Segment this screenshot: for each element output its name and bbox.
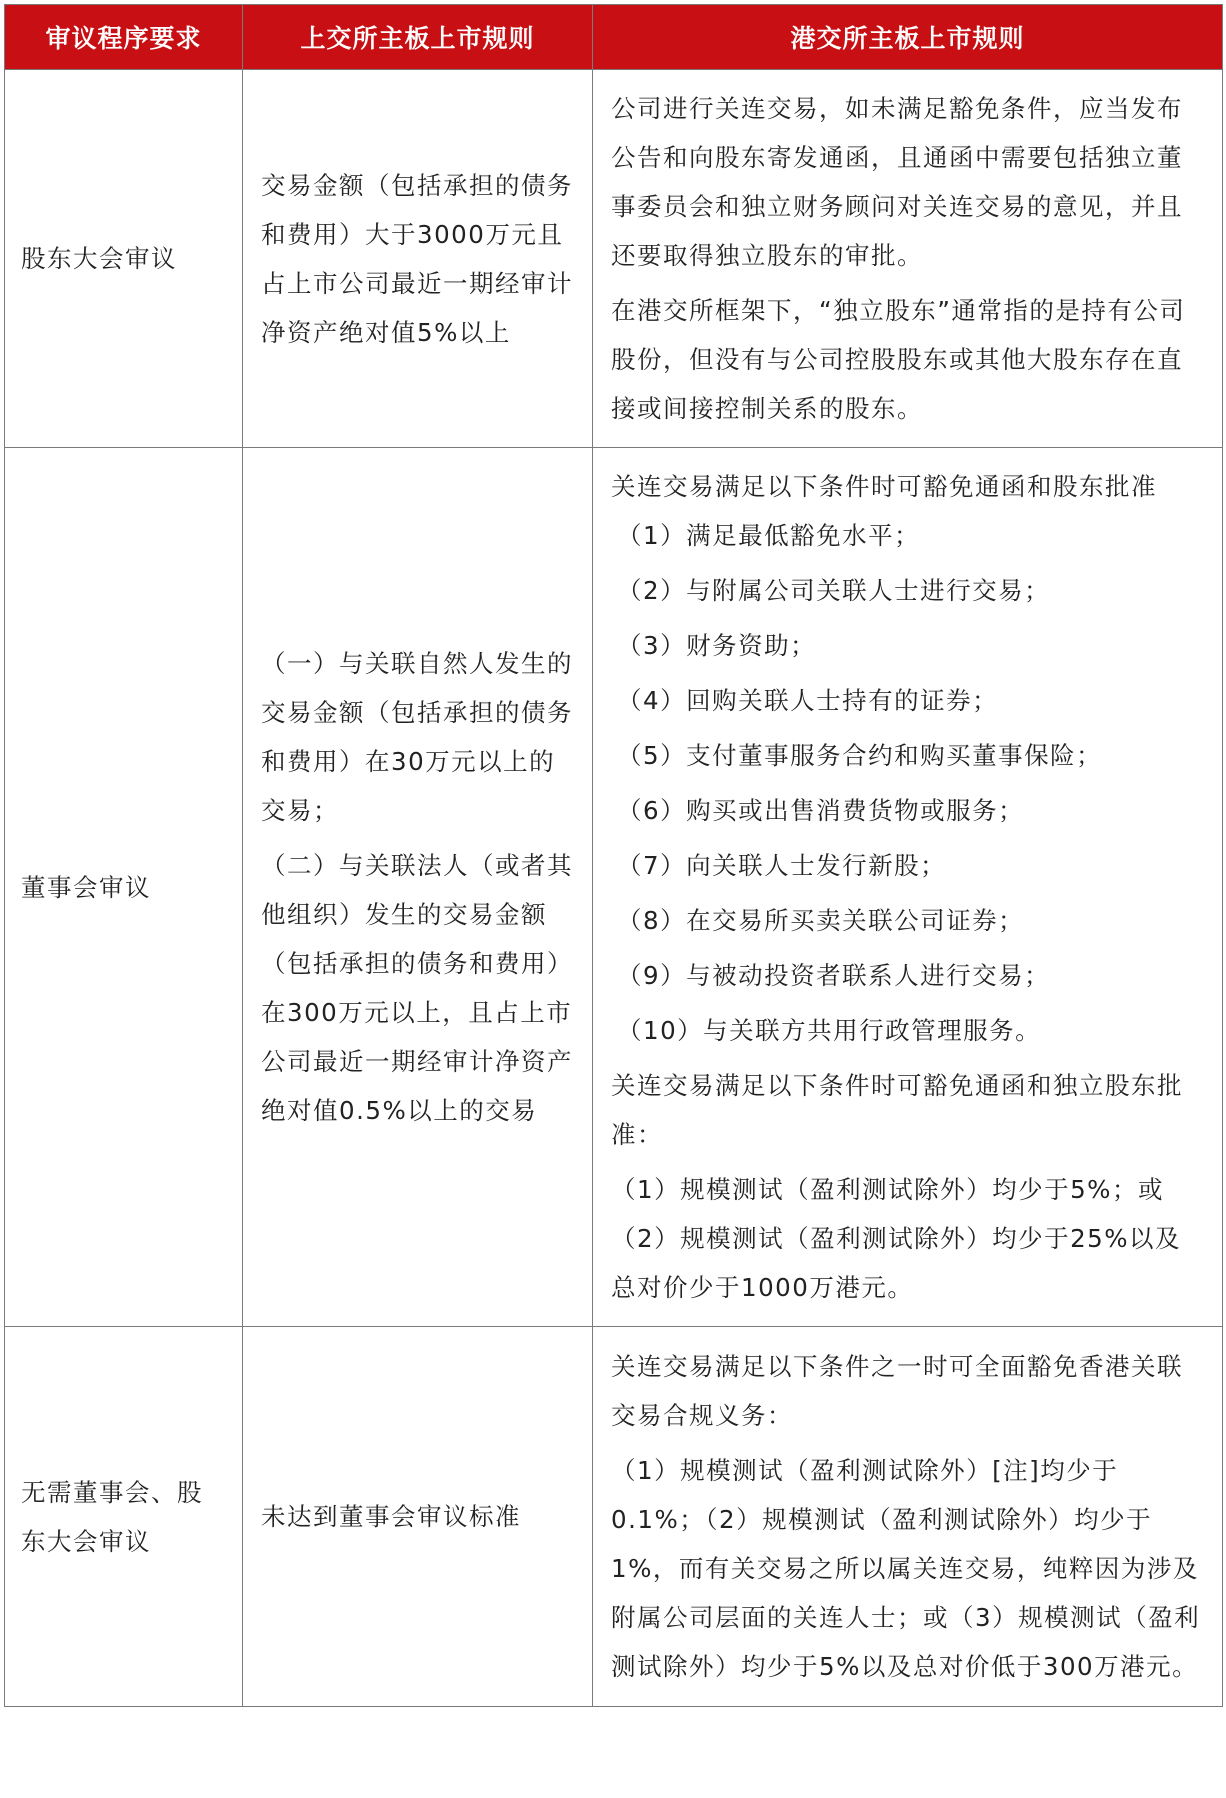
row-label: 股东大会审议: [5, 70, 243, 448]
hkex-intro: 关连交易满足以下条件时可豁免通函和股东批准: [611, 472, 1157, 501]
list-item: （3）财务资助；: [617, 631, 817, 660]
header-hkex-rules: 港交所主板上市规则: [593, 5, 1223, 70]
sse-text: （一）与关联自然人发生的交易金额（包括承担的债务和费用）在30万元以上的交易；: [261, 649, 573, 825]
sse-cell: [243, 70, 593, 448]
hkex-cell: [593, 1327, 1223, 1707]
hkex-cell: [593, 448, 1223, 1327]
hkex-paragraph: 在港交所框架下，“独立股东”通常指的是持有公司股份，但没有与公司控股股东或其他大股东存在直接或间接控制关系的股东。: [611, 296, 1186, 423]
exemption-list: [611, 511, 1204, 1055]
table-row: [5, 448, 1223, 1327]
comparison-table: [4, 4, 1223, 1707]
header-review-procedure: 审议程序要求: [5, 5, 243, 70]
sse-cell: [243, 448, 593, 1327]
list-item: （1）满足最低豁免水平；: [617, 521, 921, 550]
list-item: （7）向关联人士发行新股；: [617, 851, 947, 880]
sse-cell: [243, 1327, 593, 1707]
row-label: 无需董事会、股东大会审议: [5, 1327, 243, 1707]
table-row: [5, 1327, 1223, 1707]
list-item: （2）与附属公司关联人士进行交易；: [617, 576, 1051, 605]
table-row: [5, 70, 1223, 448]
list-item: （10）与关联方共用行政管理服务。: [617, 1016, 1042, 1045]
list-item: （4）回购关联人士持有的证券；: [617, 686, 999, 715]
sse-text: 交易金额（包括承担的债务和费用）大于3000万元且占上市公司最近一期经审计净资产绝对值5%以上: [261, 170, 573, 347]
list-item: （9）与被动投资者联系人进行交易；: [617, 961, 1051, 990]
list-item: （6）购买或出售消费货物或服务；: [617, 796, 1025, 825]
sse-text: （二）与关联法人（或者其他组织）发生的交易金额（包括承担的债务和费用）在300万元以上，且占上市公司最近一期经审计净资产绝对值0.5%以上的交易: [261, 851, 573, 1125]
hkex-intro: 关连交易满足以下条件之一时可全面豁免香港关联交易合规义务：: [611, 1352, 1183, 1430]
header-row: [5, 5, 1223, 70]
hkex-conditions: （1）规模测试（盈利测试除外）[注]均少于0.1%；（2）规模测试（盈利测试除外）均少于1%，而有关交易之所以属关连交易，纯粹因为涉及附属公司层面的关连人士；或（3）规模测试（盈利测试除外）均少于5%以及总对价低于300万港元。: [611, 1456, 1201, 1681]
hkex-paragraph: 公司进行关连交易，如未满足豁免条件，应当发布公告和向股东寄发通函，且通函中需要包括独立董事委员会和独立财务顾问对关连交易的意见，并且还要取得独立股东的审批。: [611, 94, 1183, 270]
list-item: （8）在交易所买卖关联公司证券；: [617, 906, 1025, 935]
list-item: （5）支付董事服务合约和购买董事保险；: [617, 741, 1103, 770]
row-label: 董事会审议: [5, 448, 243, 1327]
hkex-conditions: （1）规模测试（盈利测试除外）均少于5%；或（2）规模测试（盈利测试除外）均少于25%以及总对价少于1000万港元。: [611, 1175, 1182, 1302]
hkex-cell: [593, 70, 1223, 448]
hkex-intro: 关连交易满足以下条件时可豁免通函和独立股东批准：: [611, 1071, 1183, 1149]
sse-text: 未达到董事会审议标准: [261, 1502, 521, 1531]
header-sse-rules: 上交所主板上市规则: [243, 5, 593, 70]
